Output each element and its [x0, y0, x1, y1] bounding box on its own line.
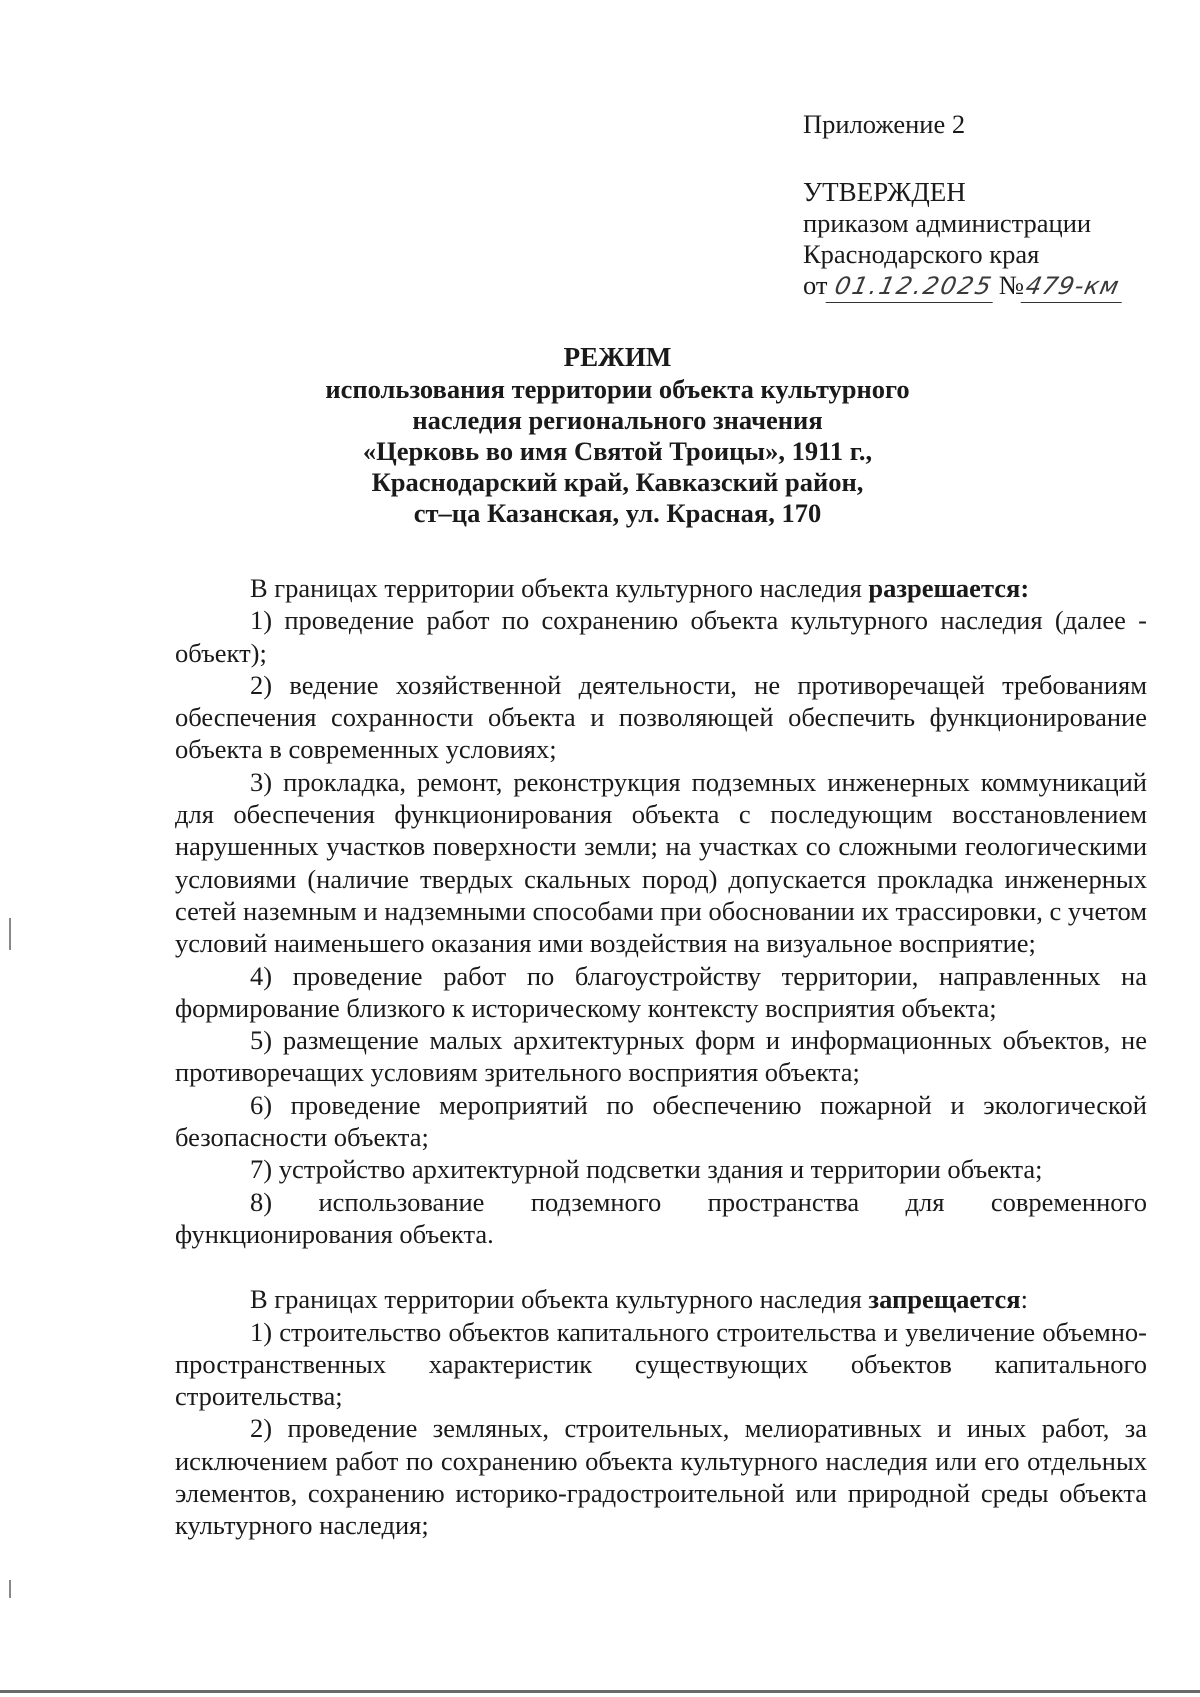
title-line: наследия регионального значения: [412, 405, 823, 435]
date-prefix: от: [803, 270, 828, 300]
allowed-item: 2) ведение хозяйственной деятельности, не противоречащей требованиям обеспечения сохранности объекта и позволяющей обеспечить функционирование объекта в современных условиях;: [175, 669, 1147, 765]
title-line: «Церковь во имя Святой Троицы», 1911 г.,: [362, 436, 873, 466]
title-line: использования территории объекта культурного: [325, 374, 910, 404]
prohibited-intro: В границах территории объекта культурного наследия: [250, 1284, 869, 1315]
approval-block: [803, 109, 1163, 303]
allowed-heading: [175, 572, 1147, 604]
title-line: ст–ца Казанская, ул. Красная, 170: [413, 498, 822, 528]
allowed-keyword: разрешается:: [868, 573, 1030, 603]
allowed-item: 8) использование подземного пространства для современного функционирования объекта.: [175, 1186, 1147, 1249]
allowed-item: 7) устройство архитектурной подсветки здания и территории объекта;: [250, 1154, 1043, 1185]
approval-line-1: приказом администрации: [803, 208, 1092, 238]
prohibited-heading: [175, 1283, 1147, 1315]
order-date-number-line: [803, 270, 1163, 303]
allowed-item: 6) проведение мероприятий по обеспечению пожарной и экологической безопасности объекта;: [175, 1089, 1147, 1153]
allowed-intro: В границах территории объекта культурного наследия: [250, 573, 869, 603]
handwritten-date: 01.12.2025: [826, 271, 1000, 303]
number-sign: №: [998, 270, 1025, 300]
title-main: РЕЖИМ: [563, 342, 672, 372]
prohibited-colon: :: [1020, 1284, 1028, 1315]
prohibited-item: 2) проведение земляных, строительных, мелиоративных и иных работ, за исключением работ по сохранению объекта культурного наследия или его отдельных элементов, сохранению историко-градостроительной или природной среды объекта культурного наследия;: [175, 1413, 1147, 1541]
approved-label: УТВЕРЖДЕН: [803, 177, 966, 207]
title-line: Краснодарский край, Кавказский район,: [371, 467, 864, 497]
handwritten-order-number: 479-км: [1021, 271, 1129, 303]
document-body: [175, 572, 1147, 1542]
allowed-item: 3) прокладка, ремонт, реконструкция подземных инженерных коммуникаций для обеспечения функционирования объекта с последующим восстановлением нарушенных участков поверхности земли; на участках со сложными геологическими условиями (наличие твердых скальных пород) допускается прокладка инженерных сетей наземным и надземными способами при обосновании их трассировки, с учетом условий наименьшего оказания ими воздействия на визуальное восприятие;: [175, 766, 1147, 959]
prohibited-keyword: запрещается: [868, 1284, 1021, 1315]
allowed-item: 5) размещение малых архитектурных форм и информационных объектов, не противоречащих условиям зрительного восприятия объекта;: [175, 1025, 1147, 1088]
allowed-item: 1) проведение работ по сохранению объекта культурного наследия (далее - объект);: [175, 605, 1147, 668]
scan-bottom-edge: [0, 1690, 1200, 1693]
scan-margin-mark: [9, 918, 11, 950]
approval-line-2: Краснодарского края: [803, 239, 1040, 269]
annex-label: Приложение 2: [803, 109, 966, 139]
allowed-item: 4) проведение работ по благоустройству территории, направленных на формирование близкого к историческому контексту восприятия объекта;: [175, 960, 1147, 1023]
scan-margin-mark: [9, 1580, 11, 1598]
document-title: [175, 342, 1060, 529]
prohibited-item: 1) строительство объектов капитального строительства и увеличение объемно-пространственных характеристик существующих объектов капитального строительства;: [175, 1316, 1147, 1412]
section-gap: [175, 1250, 1147, 1283]
